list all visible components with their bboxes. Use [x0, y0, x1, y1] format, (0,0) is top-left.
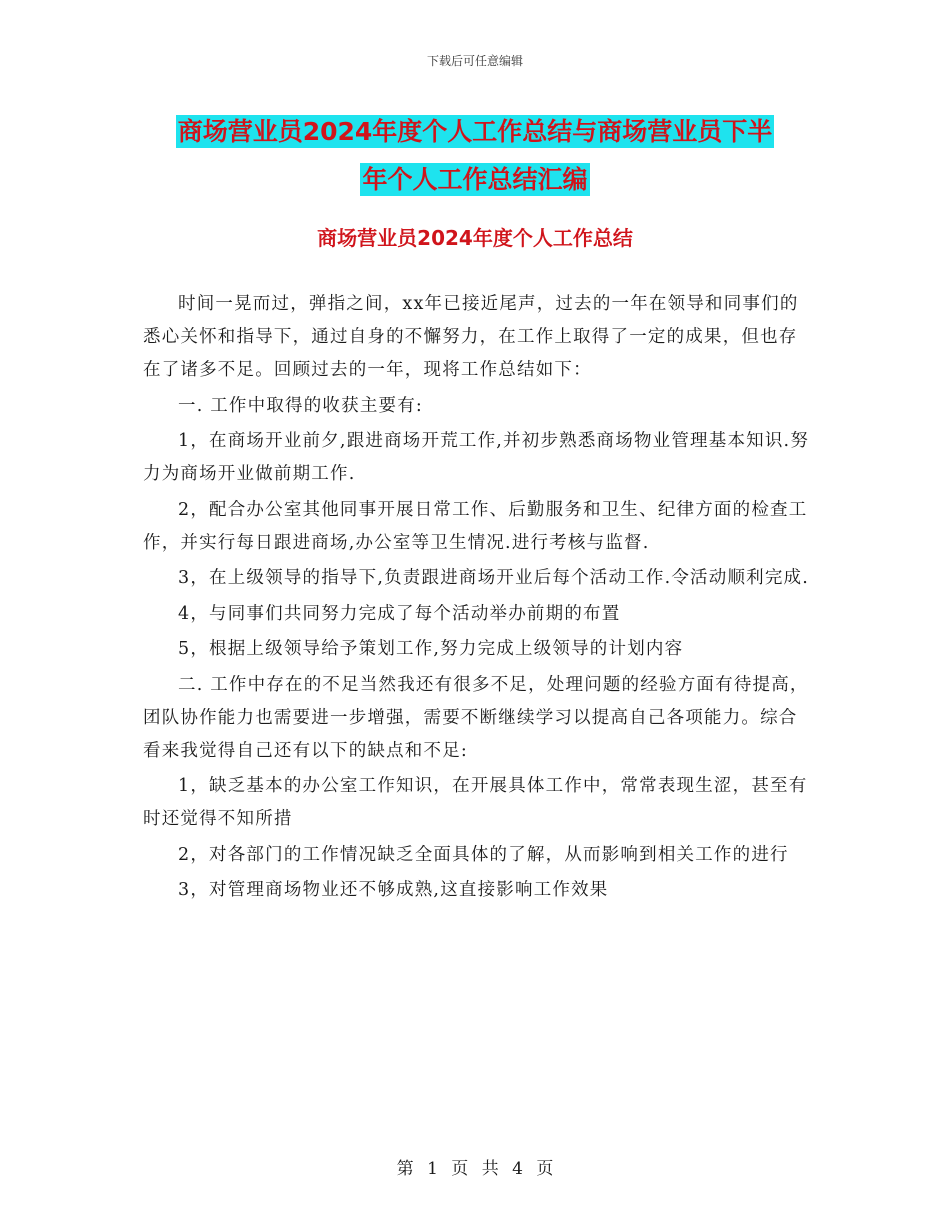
section-title: 商场营业员2024年度个人工作总结	[317, 226, 633, 250]
paragraph: 一. 工作中取得的收获主要有:	[178, 395, 424, 416]
paragraph: 时间一晃而过，弹指之间，xx年已接近尾声，过去的一年在领导和同事们的悉心关怀和指导下，通过自身的不懈努力，在工作上取得了一定的成果，但也存在了诸多不足。回顾过去的一年，现将工作总结如下：	[143, 294, 799, 380]
paragraph: 4，与同事们共同努力完成了每个活动举办前期的布置	[178, 603, 621, 624]
document-title-line-1: 商场营业员2024年度个人工作总结与商场营业员下半	[177, 117, 773, 146]
paragraph: 3，对管理商场物业还不够成熟,这直接影响工作效果	[178, 880, 609, 900]
document-title	[120, 108, 830, 204]
paragraph: 二. 工作中存在的不足当然我还有很多不足，处理问题的经验方面有待提高，团队协作能力也需要进一步增强，需要不断继续学习以提高自己各项能力。综合看来我觉得自己还有以下的缺点和不足:	[143, 674, 809, 761]
document-body	[143, 288, 811, 910]
paragraph: 2，对各部门的工作情况缺乏全面具体的了解，从而影响到相关工作的进行	[178, 844, 789, 865]
paragraph: 3，在上级领导的指导下,负责跟进商场开业后每个活动工作.令活动顺利完成.	[178, 568, 810, 588]
paragraph: 5，根据上级领导给予策划工作,努力完成上级领导的计划内容	[178, 639, 684, 659]
page-number-footer: 第 1 页 共 4 页	[396, 1159, 554, 1179]
document-title-line-2: 年个人工作总结汇编	[362, 165, 588, 194]
paragraph: 1，在商场开业前夕,跟进商场开荒工作,并初步熟悉商场物业管理基本知识.努力为商场开业做前期工作.	[143, 431, 810, 484]
paragraph: 2，配合办公室其他同事开展日常工作、后勤服务和卫生、纪律方面的检查工作，并实行每日跟进商场,办公室等卫生情况.进行考核与监督.	[143, 499, 808, 553]
page-header: 下载后可任意编辑	[426, 54, 523, 68]
paragraph: 1，缺乏基本的办公室工作知识，在开展具体工作中，常常表现生涩，甚至有时还觉得不知所措	[143, 776, 808, 829]
